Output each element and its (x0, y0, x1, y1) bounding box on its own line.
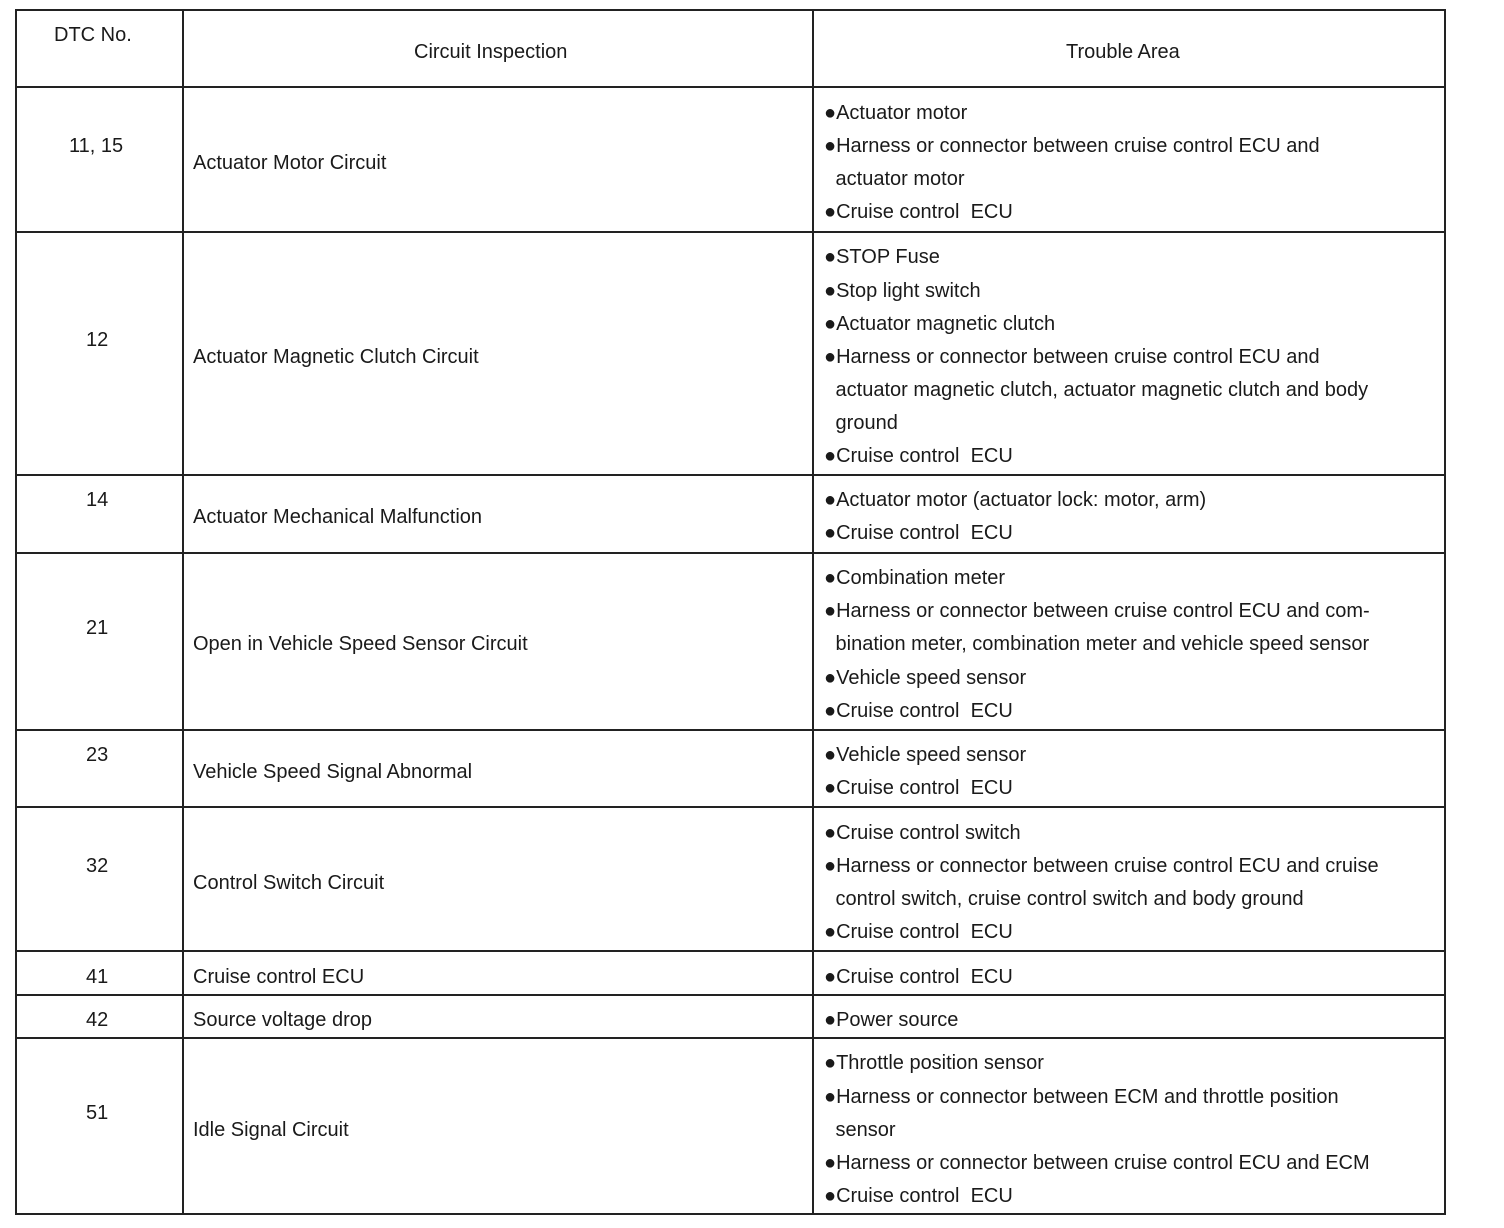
trouble-item: sensor (830, 1119, 896, 1141)
dtc-code: 32 (86, 855, 109, 877)
circuit-inspection-cell: Actuator Magnetic Clutch Circuit (193, 346, 479, 368)
trouble-item: ●Harness or connector between cruise control ECU and cruise (824, 855, 1379, 877)
trouble-item: ●Power source (824, 1009, 959, 1031)
dtc-code: 23 (86, 744, 109, 766)
circuit-inspection-cell: Idle Signal Circuit (193, 1119, 349, 1141)
trouble-item: bination meter, combination meter and vehicle speed sensor (830, 633, 1370, 655)
trouble-item: ●Cruise control ECU (824, 201, 1013, 223)
row-divider (15, 806, 1446, 808)
circuit-inspection-cell: Cruise control ECU (193, 966, 365, 988)
dtc-code: 14 (86, 489, 109, 511)
row-divider (15, 231, 1446, 233)
header-circuit-inspection: Circuit Inspection (414, 41, 568, 63)
row-divider (15, 1037, 1446, 1039)
row-divider (15, 950, 1446, 952)
trouble-item: ●Cruise control switch (824, 822, 1021, 844)
trouble-item: ●Cruise control ECU (824, 522, 1013, 544)
trouble-item: ●Vehicle speed sensor (824, 667, 1027, 689)
dtc-code: 42 (86, 1009, 109, 1031)
trouble-item: ●Actuator magnetic clutch (824, 313, 1056, 335)
row-divider (15, 994, 1446, 996)
trouble-item: ground (830, 412, 898, 434)
trouble-item: ●Combination meter (824, 567, 1006, 589)
dtc-code: 12 (86, 329, 109, 351)
circuit-inspection-cell: Vehicle Speed Signal Abnormal (193, 761, 473, 783)
trouble-item: ●Cruise control ECU (824, 966, 1013, 988)
trouble-item: ●Vehicle speed sensor (824, 744, 1027, 766)
circuit-inspection-cell: Open in Vehicle Speed Sensor Circuit (193, 633, 528, 655)
trouble-item: ●Cruise control ECU (824, 1185, 1013, 1207)
circuit-inspection-cell: Source voltage drop (193, 1009, 373, 1031)
trouble-item: ●Harness or connector between cruise control ECU and com- (824, 600, 1370, 622)
row-divider (15, 474, 1446, 476)
dtc-code: 41 (86, 966, 109, 988)
dtc-code: 21 (86, 617, 109, 639)
circuit-inspection-cell: Actuator Mechanical Malfunction (193, 506, 483, 528)
row-divider (15, 552, 1446, 554)
column-divider (812, 9, 814, 1215)
trouble-item: control switch, cruise control switch and body ground (830, 888, 1304, 910)
trouble-item: ●Cruise control ECU (824, 700, 1013, 722)
trouble-item: ●Cruise control ECU (824, 777, 1013, 799)
trouble-item: actuator magnetic clutch, actuator magnetic clutch and body (830, 379, 1369, 401)
header-trouble-area: Trouble Area (1066, 41, 1180, 63)
trouble-item: actuator motor (830, 168, 965, 190)
trouble-item: ●Cruise control ECU (824, 445, 1013, 467)
trouble-item: ●Throttle position sensor (824, 1052, 1044, 1074)
trouble-item: ●Harness or connector between cruise control ECU and (824, 346, 1320, 368)
trouble-item: ●Harness or connector between ECM and throttle position (824, 1086, 1339, 1108)
trouble-item: ●Actuator motor (824, 102, 968, 124)
circuit-inspection-cell: Actuator Motor Circuit (193, 152, 387, 174)
trouble-item: ●Harness or connector between cruise control ECU and ECM (824, 1152, 1370, 1174)
circuit-inspection-cell: Control Switch Circuit (193, 872, 385, 894)
header-dtc-no: DTC No. (54, 24, 132, 46)
dtc-code: 11, 15 (69, 135, 124, 157)
row-divider (15, 729, 1446, 731)
trouble-item: ●Actuator motor (actuator lock: motor, arm) (824, 489, 1207, 511)
row-divider (15, 86, 1446, 88)
trouble-item: ●Stop light switch (824, 280, 981, 302)
trouble-item: ●Cruise control ECU (824, 921, 1013, 943)
trouble-item: ●STOP Fuse (824, 246, 940, 268)
dtc-code: 51 (86, 1102, 109, 1124)
column-divider (182, 9, 184, 1215)
trouble-item: ●Harness or connector between cruise control ECU and (824, 135, 1320, 157)
